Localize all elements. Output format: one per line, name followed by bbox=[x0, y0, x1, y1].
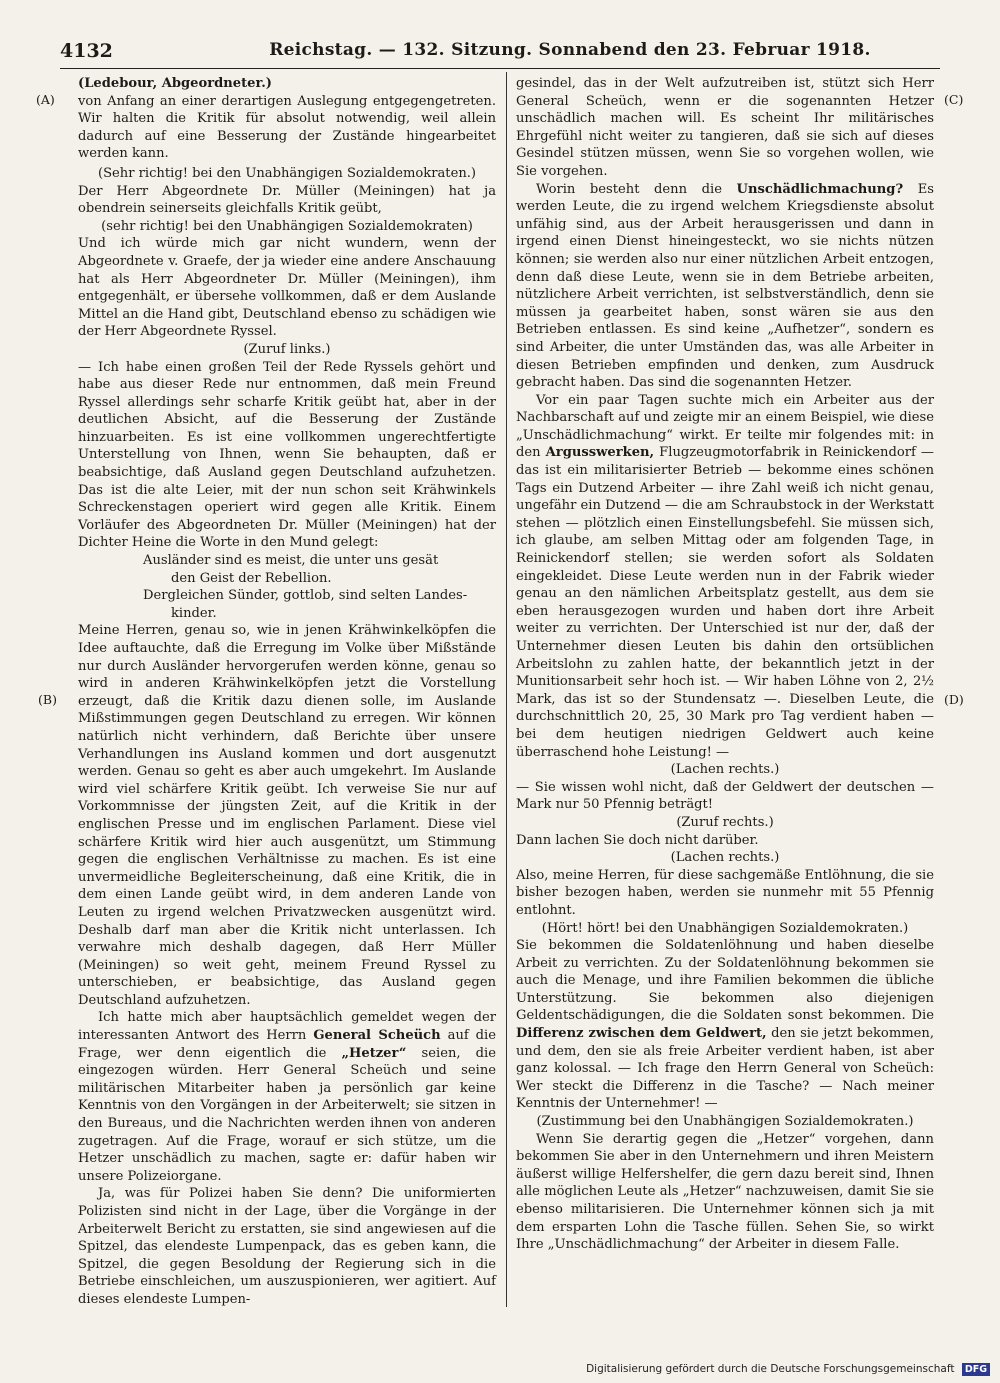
dfg-logo: DFG bbox=[962, 1363, 990, 1376]
paragraph: Der Herr Abgeordnete Dr. Müller (Meiningen) hat ja obendrein seinerseits gleichfalls Kritik geübt, bbox=[78, 183, 496, 217]
verse-line: Ausländer sind es meist, die unter uns gesät bbox=[143, 553, 439, 569]
interjection: (Zustimmung bei den Unabhängigen Sozialdemokraten.) bbox=[536, 1114, 914, 1130]
page-header bbox=[60, 38, 940, 69]
page-number: 4132 bbox=[60, 40, 113, 62]
margin-marker-b: (B) bbox=[38, 692, 57, 707]
paragraph: Und ich würde mich gar nicht wundern, wenn der Abgeordnete v. Graefe, der ja wieder eine andere Anschauung hat als Herr Abgeordneter Dr. Müller (Meiningen), ihm entgegenhält, er übersehe vollkommen, daß er dem Auslande Mittel an die Hand gibt, Deutschland ebenso zu schädigen wie der Herr Abgeordnete Ryssel. bbox=[78, 236, 496, 340]
paragraph: — Ich habe einen großen Teil der Rede Ryssels gehört und habe aus dieser Rede nur entnommen, daß mein Freund Ryssel allerdings sehr scharfe Kritik geübt hat, aber in der deutlichen Absicht, auf die Besserung der Zustände hinzuarbeiten. Es ist eine vollkommen ungerechtfertigte Unterstellung von Ihnen, wenn Sie behaupten, daß er beabsichtige, daß Ausland gegen Deutschland aufzuhetzen. Das ist die alte Leier, mit der nun schon seit Krähwinkels Schreckenstagen operiert wird gegen alle Kritik. Einem Vorläufer des Abgeordneten Dr. Müller (Meiningen) hat der Dichter Heine die Worte in den Mund gelegt: bbox=[78, 359, 496, 551]
paragraph: — Sie wissen wohl nicht, daß der Geldwert der deutschen — Mark nur 50 Pfennig beträgt! bbox=[516, 779, 934, 813]
paragraph: gesindel, das in der Welt aufzutreiben ist, stützt sich Herr General Scheüch, wenn er die sogenannten Hetzer unschädlich machen will. Es scheint Ihr militärisches Ehrgefühl nicht weiter zu tangieren, daß sie sich auf dieses Gesindel stützen müssen, wenn Sie so vorgehen wollen, wie Sie vorgehen. bbox=[516, 76, 934, 179]
interjection: (Zuruf rechts.) bbox=[676, 814, 774, 830]
paragraph: Dann lachen Sie doch nicht darüber. bbox=[516, 832, 759, 848]
verse-line: Dergleichen Sünder, gottlob, sind selten Landes- bbox=[143, 588, 468, 604]
verse-line: kinder. bbox=[171, 605, 217, 621]
paragraph: Wenn Sie derartig gegen die „Hetzer“ vorgehen, dann bekommen Sie aber in den Unternehmern und ihren Meistern äußerst willige Helfershelfer, die gern dazu bereit sind, Ihnen alle möglichen Leute als „Hetzer“ nachzuweisen, damit Sie sie ebenso militarisieren. Die Unternehmer können sich ja mit dem ersparten Lohn die Tasche füllen. Sehen Sie, so wirkt Ihre „Unschädlichmachung“ der Arbeiter in diesem Falle. bbox=[516, 1131, 934, 1253]
paragraph: Also, meine Herren, für diese sachgemäße Entlöhnung, die sie bisher bezogen haben, werden sie nunmehr mit 55 Pfennig entlohnt. bbox=[516, 867, 934, 918]
speaker-label: (Ledebour, Abgeordneter.) bbox=[78, 76, 272, 91]
digitization-credit bbox=[586, 1363, 990, 1376]
margin-marker-c: (C) bbox=[944, 92, 964, 107]
interjection: (Zuruf links.) bbox=[243, 341, 331, 357]
interjection: (Lachen rechts.) bbox=[670, 850, 780, 866]
paragraph: von Anfang an einer derartigen Auslegung entgegengetreten. Wir halten die Kritik für absolut notwendig, weil allein dadurch auf eine Besserung der Zustände hingearbeitet werden kann. bbox=[78, 93, 496, 162]
paragraph: Ja, was für Polizei haben Sie denn? Die uniformierten Polizisten sind nicht in der Lage, über die Vorgänge in der Arbeiterwelt Bericht zu erstatten, sie sind angewiesen auf die Spitzel, das elendeste Lumpenpack, das es geben kann, die Spitzel, die gegen Besoldung der Regierung sich in die Betriebe einschleichen, um auszuspionieren, wer agitiert. Auf dieses elendeste Lumpen- bbox=[78, 1186, 496, 1307]
verse-quote bbox=[143, 552, 496, 622]
interjection: (Sehr richtig! bei den Unabhängigen Sozialdemokraten.) bbox=[97, 165, 477, 181]
credit-text: Digitalisierung gefördert durch die Deutsche Forschungsgemeinschaft bbox=[586, 1363, 955, 1375]
running-head: Reichstag. — 132. Sitzung. Sonnabend den 23. Februar 1918. bbox=[269, 40, 871, 60]
column-divider bbox=[506, 72, 507, 1307]
paragraph: Meine Herren, genau so, wie in jenen Krähwinkelköpfen die Idee auftauchte, daß die Erregung im Volke über Mißstände nur durch Ausländer hervorgerufen werden könne, genau so wird in anderen Krähwinkelköpfen jetzt die Vorstellung erzeugt, daß die Kritik dazu dienen solle, im Auslande Mißstimmungen gegen Deutschland zu erregen. Wir können natürlich nicht verhindern, daß Berichte über unsere Verhandlungen ins Ausland kommen und dort ausgenutzt werden. Genau so geht es aber auch umgekehrt. Im Auslande wird viel schärfere Kritik geübt. Ich verweise Sie nur auf Vorkommnisse der jüngsten Zeit, auf die Kritik in der englischen Presse und im englischen Parlament. Diese viel schärfere Kritik wird hier auch ausgenützt, um Stimmung gegen die englischen Verhältnisse zu machen. Es ist eine unvermeidliche Begleiterscheinung, daß eine Kritik, die in dem einen Lande geübt wird, in dem anderen Lande von Leuten zu irgend welchen Privatzwecken ausgenützt wird. Deshalb darf man aber die Kritik nicht unterlassen. Ich verwahre mich deshalb dagegen, daß Herr Müller (Meiningen) so weit geht, meinem Freund Ryssel zu unterschieben, er beabsichtige, das Ausland gegen Deutschland aufzuhetzen. bbox=[78, 623, 496, 1008]
left-column bbox=[78, 75, 496, 1309]
interjection: (sehr richtig! bei den Unabhängigen Sozialdemokraten) bbox=[101, 218, 473, 234]
right-column bbox=[516, 75, 934, 1254]
paragraph: Ich hatte mich aber hauptsächlich gemeldet wegen der interessanten Antwort des Herrn General Scheüch auf die Frage, wer denn eigentlich die „Hetzer“ seien, die eingezogen würden. Herr General Scheüch und seine militärischen Mitarbeiter haben ja persönlich gar keine Kenntnis von den Vorgängen in der Arbeiterwelt; sie sitzen in den Bureaus, und die Nachrichten werden ihnen von anderen zugetragen. Auf die Frage, worauf er sich stütze, um die Hetzer unschädlich zu machen, sagte er: dafür haben wir unsere Polizeiorgane. bbox=[78, 1010, 496, 1184]
verse-line: den Geist der Rebellion. bbox=[171, 570, 332, 586]
margin-marker-d: (D) bbox=[944, 692, 964, 707]
paragraph: Vor ein paar Tagen suchte mich ein Arbeiter aus der Nachbarschaft auf und zeigte mir an einem Beispiel, wie diese „Unschädlichmachung“ wirkt. Er teilte mir folgendes mit: in den Argusswerken, Flugzeugmotorfabrik in Reinickendorf — das ist ein militarisierter Betrieb — bekomme eines schönen Tags ein Dutzend Arbeiter — ihre Zahl weiß ich nicht genau, ungefähr ein Dutzend — die am Schraubstock in der Werkstatt stehen — plötzlich einen Einstellungsbefehl. Sie müssen sich, ich glaube, am selben Mittag oder am folgenden Tage, in Reinickendorf stellen; sie werden sofort als Soldaten eingekleidet. Diese Leute werden nun in der Fabrik wieder genau an den nämlichen Arbeitsplatz gestellt, aus dem sie eben herausgezogen wurden und haben dort ihre Arbeit weiter zu verrichten. Der Unterschied ist nur der, daß der Unternehmer diesen Leuten bis dahin den ortsüblichen Arbeitslohn zu zahlen hatte, der bekanntlich jetzt in der Munitionsarbeit sehr hoch ist. — Wir haben Löhne von 2, 2½ Mark, das ist so der Stundensatz —. Dieselben Leute, die durchschnittlich 20, 25, 30 Mark pro Tag verdient haben — bei dem heutigen niedrigen Geldwert auch keine überraschend hohe Leistung! — bbox=[516, 392, 934, 760]
margin-marker-a: (A) bbox=[36, 92, 55, 107]
interjection: (Hört! hört! bei den Unabhängigen Sozialdemokraten.) bbox=[541, 920, 909, 936]
paragraph: Worin besteht denn die Unschädlichmachung? Es werden Leute, die zu irgend welchem Kriegsdienste absolut unfähig sind, aus der Arbeit herausgerissen und dann in irgend einen Dienst hineingesteckt, wo sie nichts nützen können; sie werden also nur einer nützlichen Arbeit entzogen, denn daß diese Leute, wenn sie in dem Betriebe arbeiten, nützlichere Arbeit verrichten, ist selbstverständlich, denn sie müssen ja gearbeitet haben, sonst wären sie aus den Betrieben entlassen. Es sind keine „Aufhetzer“, sondern es sind Arbeiter, die unter Umständen das, was alle Arbeiter in diesen Betrieben empfinden und denken, zum Ausdruck gebracht haben. Das sind die sogenannten Hetzer. bbox=[516, 181, 934, 391]
interjection: (Lachen rechts.) bbox=[670, 762, 780, 778]
paragraph: Sie bekommen die Soldatenlöhnung und haben dieselbe Arbeit zu verrichten. Zu der Soldatenlöhnung bekommen sie auch die Menage, und ihre Familien bekommen die übliche Unterstützung. Sie bekommen also diejenigen Geldentschädigungen, die die Soldaten sonst bekommen. Die Differenz zwischen dem Geldwert, den sie jetzt bekommen, und dem, den sie als freie Arbeiter verdient haben, ist aber ganz kolossal. — Ich frage den Herrn General von Scheüch: Wer steckt die Differenz in die Tasche? — Nach meiner Kenntnis der Unternehmer! — bbox=[516, 938, 934, 1112]
